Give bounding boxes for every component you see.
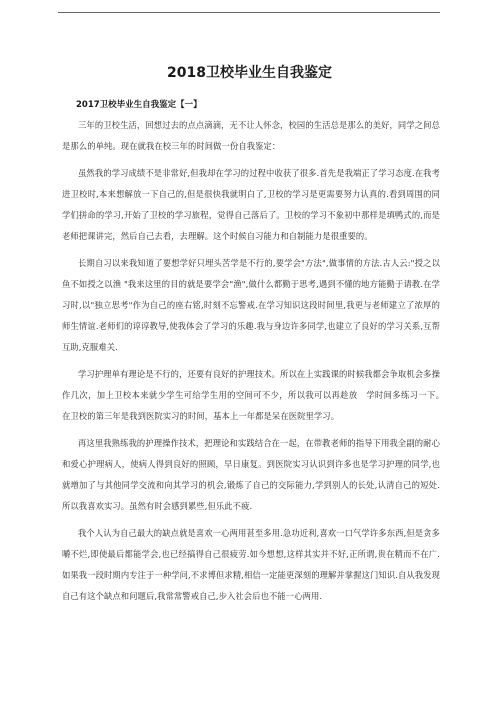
paragraph-3: 长期自习以来我知道了要想学好只埋头苦学是不行的,要学会"方法",做事情的方法.古人云:"授之以鱼不如授之以渔 "我来这里的目的就是要学会"渔",做什么都勤于思考,遇到不懂的地方能勤于请教.在学习时,以"独立思考"作为自己的座右铭,时刻不忘警戒.在学习知识这段时间里,我更与老师建立了浓厚的师生情谊.老师们的谆谆教导,使我体会了学习的乐趣.我与身边许多同学,也建立了良好的学习关系,互帮互助,克服难关. — [62, 258, 440, 352]
paragraph-4: 学习护理单有理论是不行的，还要有良好的护理技术。所以在上实践课的时候我都会争取机会多操作几次，加上卫校本来就少学生可给学生用的空间可不少，所以我可以再趁放 学时间多练习一下。 在卫校的第三年是我到医院实习的时间，基本上一年都是呆在医院里学习。 — [62, 369, 449, 421]
document-body — [62, 115, 449, 613]
paragraph-1: 三年的卫校生活，回想过去的点点滴滴，无不让人怀念，校园的生活总是那么的美好，同学之间总是那么的单纯。现在就我在校三年的时间做一份自我鉴定： — [62, 120, 440, 151]
header-rule — [58, 12, 440, 13]
paragraph-6: 我个人认为自己最大的缺点就是喜欢一心两用甚至多用.急功近利,喜欢一口气学许多东西,但是贪多嚼不烂,即使最后都能学会,也已经搞得自己很疲劳.如今想想,这样其实并不好,正所谓,贵在精而不在广.如果我一段时期内专注于一种学问,不求博但求精,相信一定能更深刻的理解并掌握这门知识.自从我发现自己有这个缺点和问题后,我常常警戒自己,步入社会后也不能一心两用. — [62, 528, 440, 601]
section-heading: 2017卫校毕业生自我鉴定【一】 — [76, 100, 202, 110]
document-title: 2018卫校毕业生自我鉴定 — [167, 65, 332, 81]
paragraph-2: 虽然我的学习成绩不是非常好,但我却在学习的过程中收获了很多.首先是我端正了学习态度.在我考进卫校时,本来想解放一下自己的,但是很快我就明白了,卫校的学习是更需要努力认真的.看到周围的同学们拼命的学习,开始了卫校的学习旅程，觉得自己落后了。卫校的学习不象初中那样是填鸭式的,而是老师把课讲完，然后自己去看，去理解。这个时候自习能力和自制能力是很重要的。 — [62, 168, 440, 241]
paragraph-5: 再这里我熟练我的护理操作技术，把理论和实践结合在一起，在带教老师的指导下用我全副的耐心和爱心护理病人，使病人得到良好的照顾，早日康复。到医院实习认识到许多也是学习护理的同学,也就增加了与其他同学交流和向其学习的机会,锻炼了自己的交际能力,学到别人的长处,认清自己的短处.所以我喜欢实习。虽然有时会感到累些,但乐此不疲. — [62, 438, 440, 511]
